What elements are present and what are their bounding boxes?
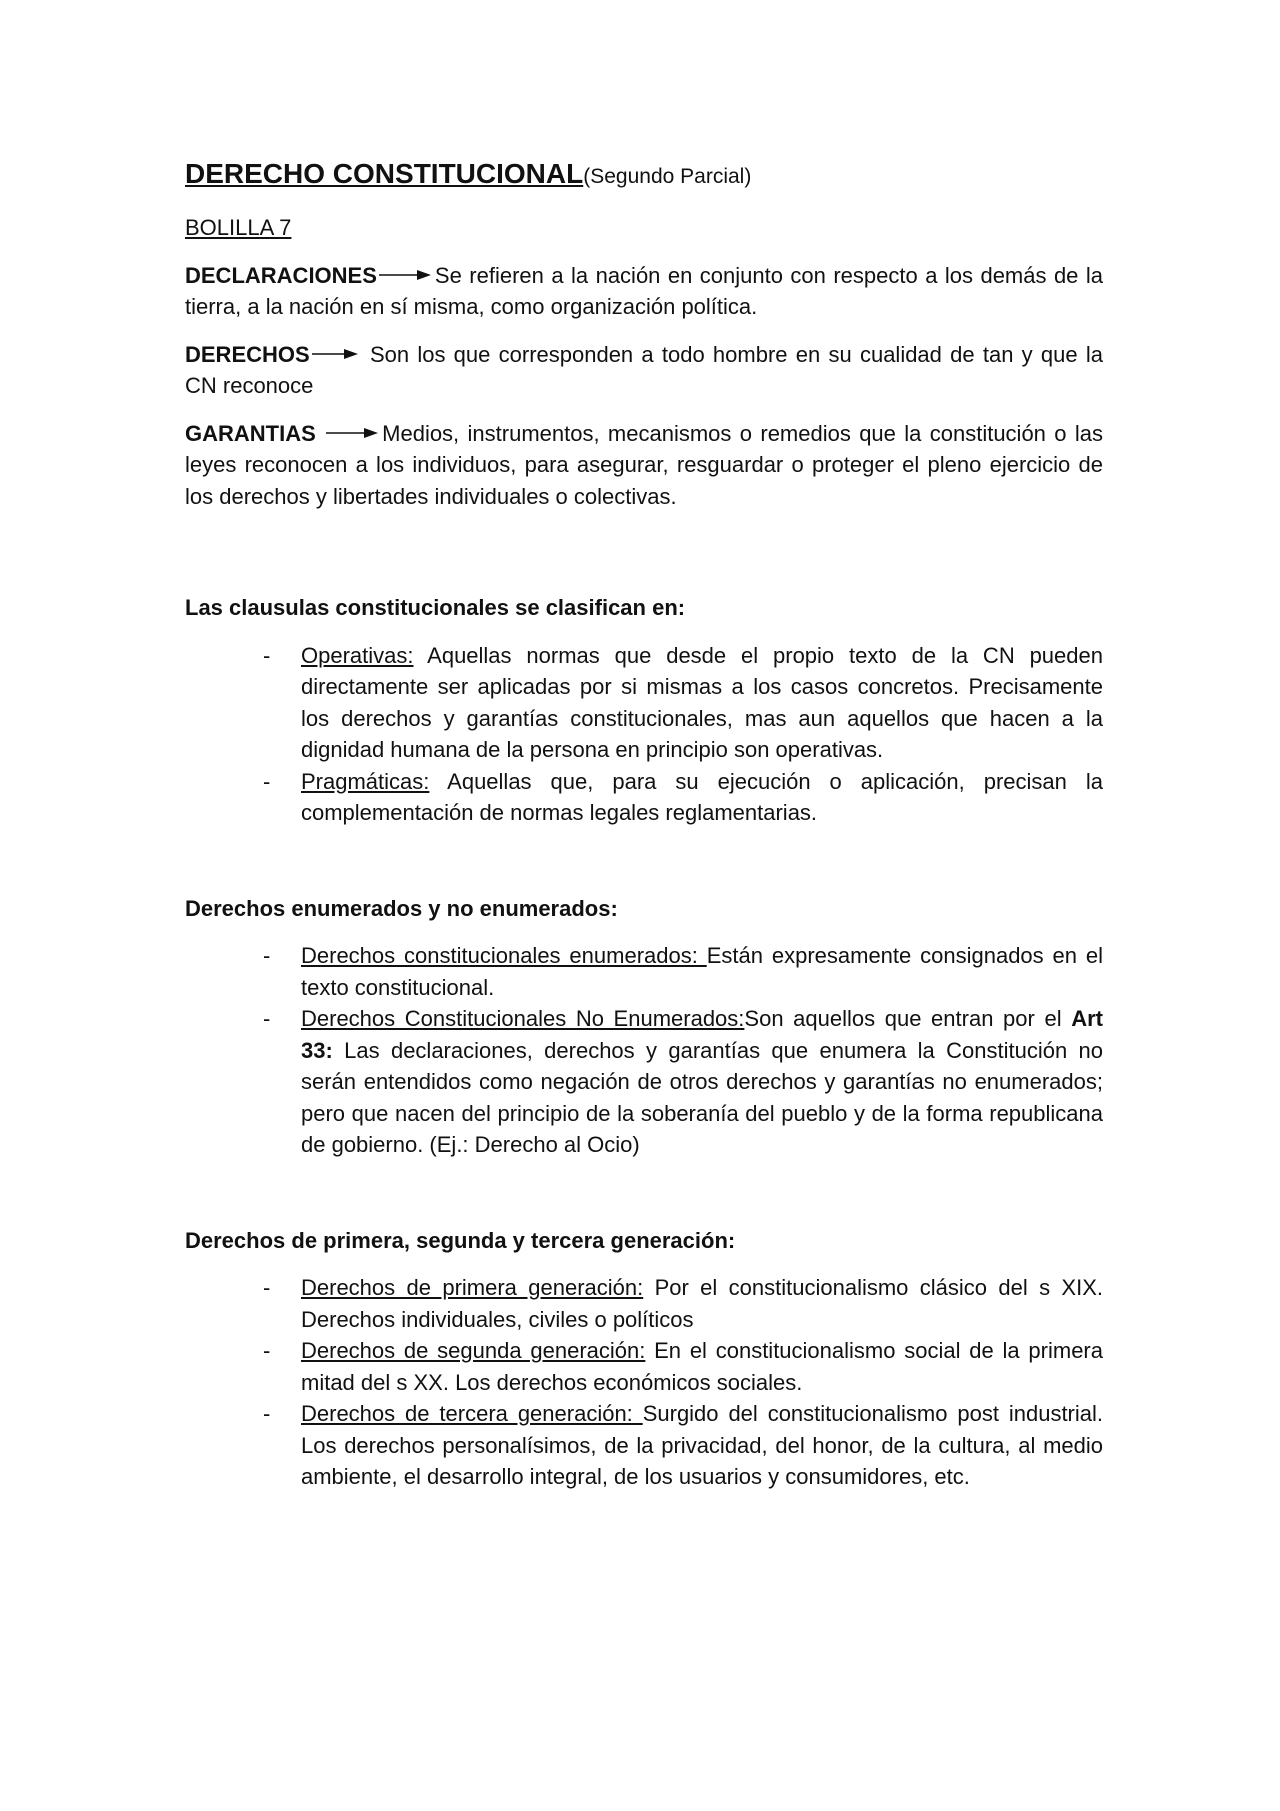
list-item — [185, 640, 1103, 766]
clausulas-heading: Las clausulas constitucionales se clasifican en: — [185, 595, 686, 620]
item-text: Están expresamente consignados en el texto constitucional. — [301, 943, 1103, 1000]
item-text: En el constitucionalismo social de la primera mitad del s XX. Los derechos económicos sociales. — [301, 1338, 1103, 1395]
list-dash: - — [263, 1275, 271, 1300]
item-label: Pragmáticas: — [301, 768, 430, 794]
article-reference: Art 33: — [301, 1006, 1103, 1063]
enumerados-list — [185, 940, 1103, 1161]
clausulas-list — [185, 640, 1103, 829]
enumerados-heading: Derechos enumerados y no enumerados: — [185, 895, 618, 921]
bolilla-heading: BOLILLA 7 — [185, 215, 292, 240]
item-text-before: Son aquellos que entran por el — [744, 1006, 1072, 1031]
right-arrow-icon — [326, 427, 378, 439]
title-main: DERECHO CONSTITUCIONAL — [185, 158, 584, 189]
generaciones-heading: Derechos de primera, segunda y tercera generación: — [185, 1227, 736, 1253]
definition-garantias — [185, 418, 1103, 513]
item-text: Aquellas que, para su ejecución o aplicación, precisan la complementación de normas legales reglamentarias. — [301, 768, 1103, 825]
list-dash: - — [263, 768, 271, 794]
list-dash: - — [263, 1006, 271, 1031]
list-dash: - — [263, 1401, 271, 1426]
item-text: Por el constitucionalismo clásico del s XIX. Derechos individuales, civiles o políticos — [301, 1275, 1103, 1332]
document-page — [185, 155, 1103, 1493]
item-label: Derechos de primera generación: — [301, 1275, 644, 1300]
definition-term: DECLARACIONES — [185, 262, 377, 288]
definition-term: DERECHOS — [185, 341, 310, 367]
title-subtitle: (Segundo Parcial) — [583, 165, 752, 188]
list-item — [185, 1272, 1103, 1335]
item-label: Derechos de segunda generación: — [301, 1338, 646, 1363]
list-dash: - — [263, 1338, 271, 1363]
list-dash: - — [263, 642, 271, 668]
list-item — [185, 1398, 1103, 1493]
item-label: Operativas: — [301, 642, 414, 668]
definition-text: Se refieren a la nación en conjunto con respecto a los demás de la tierra, a la nación en sí misma, como organización política. — [185, 262, 1103, 319]
list-item — [185, 940, 1103, 1003]
right-arrow-icon — [312, 348, 358, 360]
definition-derechos — [185, 339, 1103, 402]
document-title — [185, 155, 1103, 196]
item-text: Aquellas normas que desde el propio texto de la CN pueden directamente ser aplicadas por si mismas a los casos concretos. Precisamente los derechos y garantías constitucionales, mas aun aquellos que hacen a la dignidad humana de la persona en principio son operativas. — [301, 642, 1103, 762]
item-label: Derechos de tercera generación: — [301, 1401, 643, 1426]
definition-text: Medios, instrumentos, mecanismos o remedios que la constitución o las leyes reconocen a los individuos, para asegurar, resguardar o proteger el pleno ejercicio de los derechos y libertades individuales o colectivas. — [185, 420, 1103, 509]
list-dash: - — [263, 943, 271, 968]
list-item — [185, 766, 1103, 829]
definition-text: Son los que corresponden a todo hombre en su cualidad de tan y que la CN reconoce — [185, 341, 1103, 398]
definition-declaraciones — [185, 260, 1103, 323]
item-label: Derechos Constitucionales No Enumerados: — [301, 1006, 745, 1031]
definition-term: GARANTIAS — [185, 420, 316, 446]
list-item — [185, 1335, 1103, 1398]
list-item — [185, 1003, 1103, 1161]
generaciones-list — [185, 1272, 1103, 1493]
item-label: Derechos constitucionales enumerados: — [301, 943, 707, 968]
right-arrow-icon — [379, 269, 431, 281]
item-text: Surgido del constitucionalismo post industrial. Los derechos personalísimos, de la privacidad, del honor, de la cultura, al medio ambiente, el desarrollo integral, de los usuarios y consumidores, etc. — [301, 1401, 1103, 1489]
item-text: Las declaraciones, derechos y garantías que enumera la Constitución no serán entendidos como negación de otros derechos y garantías no enumerados; pero que nacen del principio de la soberanía del pueblo y de la forma republicana de gobierno. (Ej.: Derecho al Ocio) — [301, 1037, 1103, 1157]
